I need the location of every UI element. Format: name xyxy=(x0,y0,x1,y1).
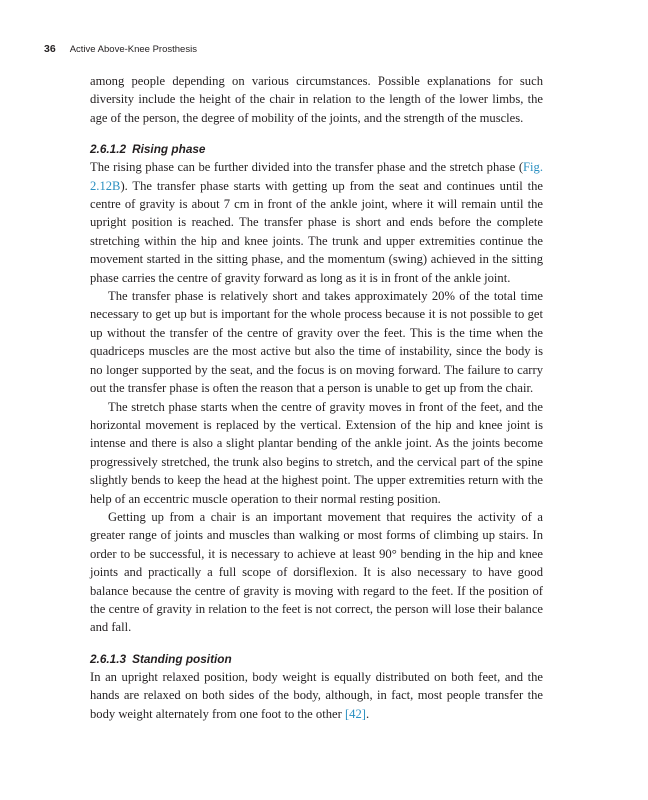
section-title: Standing position xyxy=(132,651,232,666)
section-heading-rising-phase xyxy=(90,140,543,158)
section-heading-standing-position xyxy=(90,650,543,668)
page-body xyxy=(90,72,543,723)
paragraph: The stretch phase starts when the centre of gravity moves in front of the feet, and the horizontal movement is replaced by the vertical. Extension of the hip and knee joint is intense and there is also a slight plantar bending of the ankle joint. As the joints become progressively stretched, the trunk also begins to stretch, and the cervical part of the spine slightly bends to keep the head at the highest point. The upper extremities return with the help of an eccentric muscle operation to their normal resting position. xyxy=(90,399,543,506)
paragraph-text: The rising phase can be further divided into the transfer phase and the stretch phase ( xyxy=(90,160,524,175)
page-number: 36 xyxy=(44,43,56,55)
section-title: Rising phase xyxy=(132,142,206,157)
paragraph-text: . xyxy=(365,706,370,721)
citation-link[interactable]: [42] xyxy=(344,706,366,721)
section-number: 2.6.1.3 xyxy=(90,651,127,666)
paragraph: The transfer phase is relatively short and takes approximately 20% of the total time necessary to get up but is important for the whole process because it is not possible to get up without the transfer of the centre of gravity over the feet. This is the time when the quadriceps muscles are the most active but also the time of instability, since the body is no longer supported by the seat, and the focus is on moving forward. The failure to carry out the transfer phase is often the reason that a person is unable to get up from the chair. xyxy=(90,289,543,396)
paragraph: Getting up from a chair is an important movement that requires the activity of a greater range of joints and muscles than walking or most forms of climbing up stairs. In order to be successful, it is necessary to achieve at least 90° bending in the hip and knee joints and practically a full scope of dorsiflexion. It is also necessary to have good balance because the centre of gravity is moving with regard to the feet. If the position of the centre of gravity in relation to the feet is not correct, the person will lose their balance and fall. xyxy=(90,509,543,635)
paragraph-text: In an upright relaxed position, body weight is equally distributed on both feet, and the hands are relaxed on both sides of the body, although, in fact, most people transfer the body weight alternately from one foot to the other xyxy=(90,669,543,721)
paragraph xyxy=(90,668,543,723)
section-number: 2.6.1.2 xyxy=(90,142,127,157)
paragraph xyxy=(90,158,543,287)
running-header xyxy=(44,41,588,57)
figure-link[interactable]: Fig. 2.12B xyxy=(90,160,543,193)
paragraph-text: ). The transfer phase starts with getting up from the seat and continues until the centre of gravity is about 7 cm in front of the ankle joint, where it will remain until the upright position is reached. The transfer phase is short and ends before the complete stretching within the hip and knee joints. The trunk and upper extremities continue the movement started in the sitting phase, and the momentum (swing) achieved in the sitting phase carries the centre of gravity forward as long as it is in front of the ankle joint. xyxy=(90,178,543,285)
paragraph: among people depending on various circumstances. Possible explanations for such diversity include the height of the chair in relation to the length of the lower limbs, the age of the person, the degree of mobility of the joints, and the strength of the muscles. xyxy=(90,74,543,125)
running-title: Active Above-Knee Prosthesis xyxy=(69,44,197,55)
